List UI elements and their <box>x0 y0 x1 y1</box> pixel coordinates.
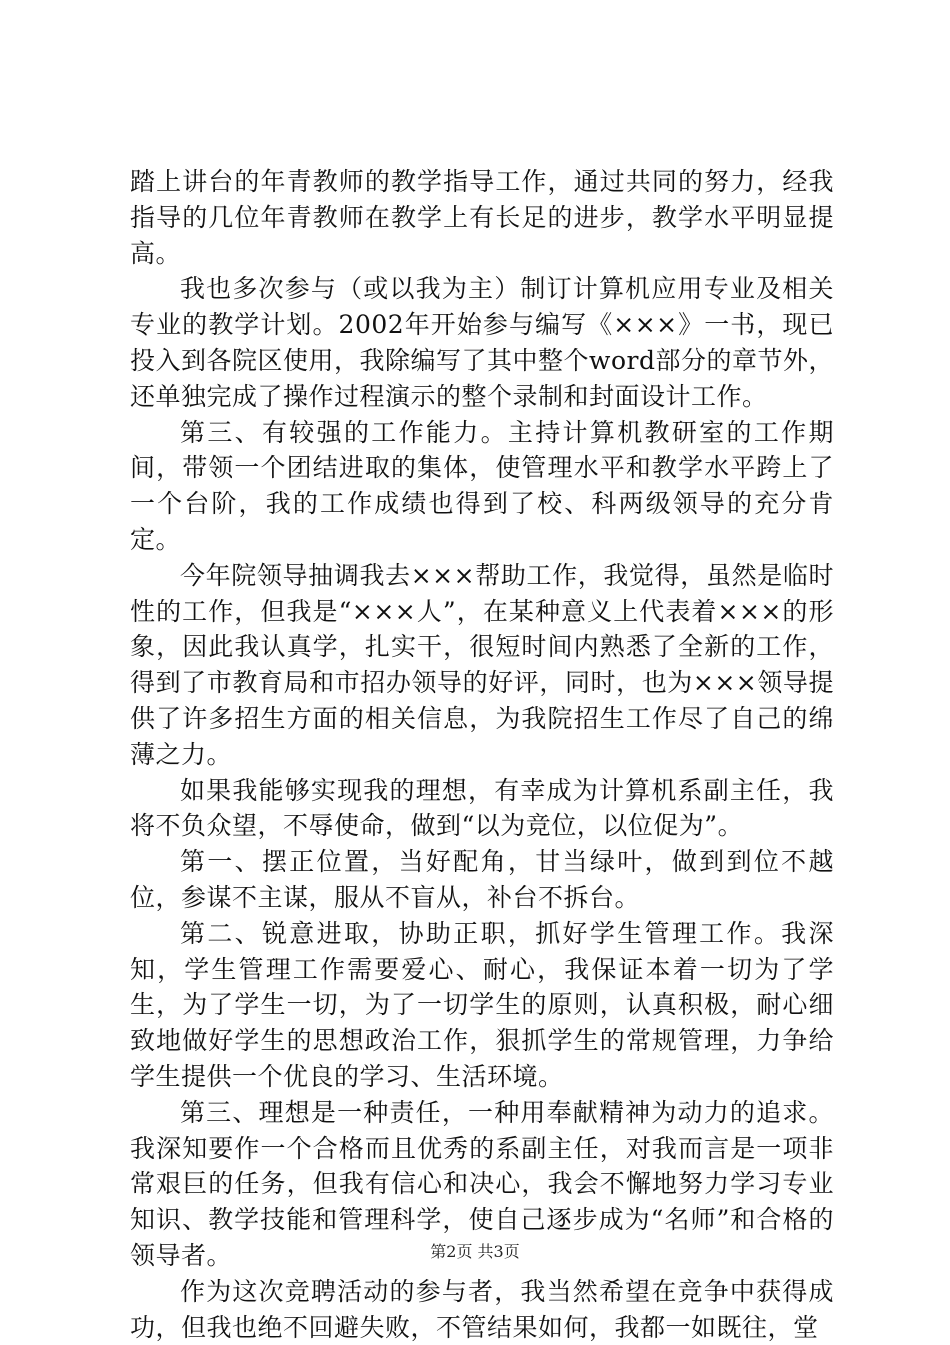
paragraph-5: 如果我能够实现我的理想，有幸成为计算机系副主任，我将不负众望，不辱使命，做到“以为竞位，以位促为”。 <box>130 775 834 841</box>
paragraph-8: 第三、理想是一种责任，一种用奉献精神为动力的追求。我深知要作一个合格而且优秀的系副主任，对我而言是一项非常艰巨的任务，但我有信心和决心，我会不懈地努力学习专业知识、教学技能和管理科学，使自己逐步成为“名师”和合格的领导者。 <box>130 1097 834 1270</box>
document-body <box>130 164 834 1345</box>
paragraph-1: 踏上讲台的年青教师的教学指导工作，通过共同的努力，经我指导的几位年青教师在教学上有长足的进步，教学水平明显提高。 <box>130 167 834 268</box>
paragraph-7: 第二、锐意进取，协助正职，抓好学生管理工作。我深知，学生管理工作需要爱心、耐心，我保证本着一切为了学生，为了学生一切，为了一切学生的原则，认真积极，耐心细致地做好学生的思想政治工作，狠抓学生的常规管理，力争给学生提供一个优良的学习、生活环境。 <box>130 918 834 1091</box>
page-number-footer: 第2页 共3页 <box>430 1242 520 1261</box>
paragraph-6: 第一、摆正位置，当好配角，甘当绿叶，做到到位不越位，参谋不主谋，服从不盲从，补台不拆台。 <box>130 847 834 912</box>
paragraph-9: 作为这次竞聘活动的参与者，我当然希望在竞争中获得成功，但我也绝不回避失败，不管结果如何，我都一如既往，堂 <box>130 1276 834 1342</box>
paragraph-3: 第三、有较强的工作能力。主持计算机教研室的工作期间，带领一个团结进取的集体，使管理水平和教学水平跨上了一个台阶，我的工作成绩也得到了校、科两级领导的充分肯定。 <box>130 417 834 554</box>
paragraph-4: 今年院领导抽调我去×××帮助工作，我觉得，虽然是临时性的工作，但我是“×××人”，在某种意义上代表着×××的形象，因此我认真学，扎实干，很短时间内熟悉了全新的工作，得到了市教育局和市招办领导的好评，同时，也为×××领导提供了许多招生方面的相关信息，为我院招生工作尽了自己的绵薄之力。 <box>130 560 834 769</box>
paragraph-2: 我也多次参与（或以我为主）制订计算机应用专业及相关专业的教学计划。2002年开始参与编写《×××》一书，现已投入到各院区使用，我除编写了其中整个word部分的章节外，还单独完成了操作过程演示的整个录制和封面设计工作。 <box>130 274 834 411</box>
